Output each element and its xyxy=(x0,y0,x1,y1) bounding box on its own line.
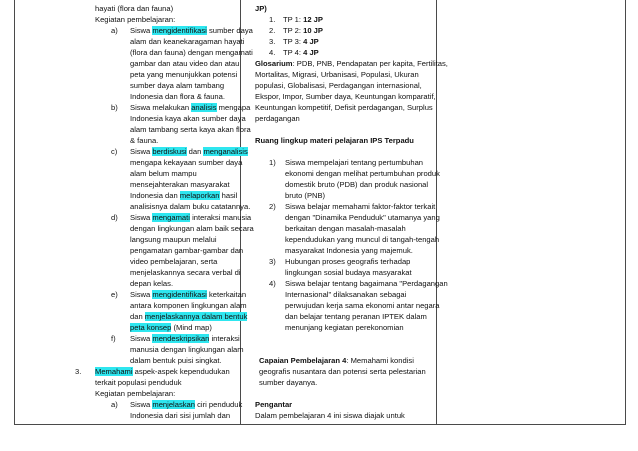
tp-number: 2. xyxy=(269,26,276,35)
list-item-text: manusia dengan lingkungan alam xyxy=(130,345,244,354)
ruang-text: Hubungan proses geografis terhadap xyxy=(285,257,411,266)
ruang-number: 4) xyxy=(269,279,276,288)
list-item-text: video pembelajaran, serta xyxy=(130,257,218,266)
list-item-text: (flora dan fauna) dengan mengamati xyxy=(130,48,253,57)
ruang-text: kependudukan yang muncul di tangah-tengah xyxy=(285,235,440,244)
tp-item: TP 2: 10 JP xyxy=(283,26,323,35)
ruang-lingkup-heading: Ruang lingkup materi pelajaran IPS Terpadu xyxy=(255,136,414,145)
glosarium-line: Glosarium: PDB, PNB, Pendapatan per kapita, Fertilitas, xyxy=(255,59,448,68)
tp-number: 3. xyxy=(269,37,276,46)
list-marker: b) xyxy=(111,103,118,112)
ruang-text: Siswa mempelajari tentang pertumbuhan xyxy=(285,158,424,167)
list-item-text: Indonesia dan melaporkan hasil xyxy=(130,191,238,200)
list-item: Siswa mengamati interaksi manusia xyxy=(130,213,252,222)
list-item: Siswa berdiskusi dan menganalisis xyxy=(130,147,248,156)
list-item-text: peta konsep (Mind map) xyxy=(130,323,212,332)
highlighted-verb: analisis xyxy=(191,103,217,112)
list-item: Siswa mengidentifikasi keterkaitan xyxy=(130,290,247,299)
ruang-text: ekonomi dengan melihat pertumbuhan produk xyxy=(285,169,440,178)
list-item-text: alam dan keanekaragaman hayati xyxy=(130,37,245,46)
list-item: Siswa menjelaskan ciri penduduk xyxy=(130,400,243,409)
ruang-text: Internasional" dilaksanakan sebagai xyxy=(285,290,407,299)
glosarium-text: populasi, Globalisasi, Perdagangan internasional, xyxy=(255,81,422,90)
tp-number: 1. xyxy=(269,15,276,24)
tp-item: TP 3: 4 JP xyxy=(283,37,319,46)
highlighted-verb: Memahami xyxy=(95,367,133,376)
list-item-text: dan menjelaskannya dalam bentuk xyxy=(130,312,248,321)
tp-item: TP 1: 12 JP xyxy=(283,15,323,24)
list-marker: e) xyxy=(111,290,118,299)
lesson-table xyxy=(14,0,626,425)
kegiatan-heading: Kegiatan pembelajaran: xyxy=(95,15,176,24)
ruang-number: 3) xyxy=(269,257,276,266)
list-marker: a) xyxy=(111,26,118,35)
list-item-text: menjelaskannya secara verbal di xyxy=(130,268,241,277)
ruang-text: Siswa belajar memahami faktor-faktor terkait xyxy=(285,202,436,211)
ruang-text: bruto (PNB) xyxy=(285,191,326,200)
list-item-text: alam belum mampu xyxy=(130,169,197,178)
list-item-text: dalam bentuk puisi singkat. xyxy=(130,356,222,365)
glosarium-text: perdagangan xyxy=(255,114,300,123)
ruang-text: masyarakat Indonesia yang majemuk. xyxy=(285,246,413,255)
list-item-text: mensejahterakan masyarakat xyxy=(130,180,230,189)
capaian-line: Capaian Pembelajaran 4: Memahami kondisi xyxy=(259,356,414,365)
pengantar-text: Dalam pembelajaran 4 ini siswa diajak untuk xyxy=(255,411,405,420)
ruang-number: 2) xyxy=(269,202,276,211)
list-item-text: alam tambang serta kaya akan flora xyxy=(130,125,251,134)
list-item-text: dengan lingkungan alam baik secara xyxy=(130,224,254,233)
highlighted-verb: melaporkan xyxy=(179,191,220,200)
col2-top-line: hayati (flora dan fauna) xyxy=(95,4,174,13)
highlighted-verb: mengamati xyxy=(152,213,190,222)
list-item-text: Indonesia kaya akan sumber daya xyxy=(130,114,246,123)
pengantar-heading: Pengantar xyxy=(255,400,293,409)
ruang-text: dan belajar tentang peranan IPTEK dalam xyxy=(285,312,427,321)
list-marker: f) xyxy=(111,334,116,343)
capaian-text: sumber dayanya. xyxy=(259,378,318,387)
glosarium-text: Keuntungan kompetitif, Defisit perdagangan, Surplus xyxy=(255,103,433,112)
highlighted-verb: menjelaskan xyxy=(152,400,196,409)
ruang-text: menunjang kegiatan perekonomian xyxy=(285,323,404,332)
ruang-text: perwujudan kerja sama ekonomi antar negara xyxy=(285,301,440,310)
list-marker: 3. xyxy=(75,367,82,376)
highlighted-verb: mengidentifikasi xyxy=(152,26,207,35)
list-item-text: langsung maupun melalui xyxy=(130,235,217,244)
list-item-text: Kegiatan pembelajaran: xyxy=(95,389,176,398)
list-item-text: analisisnya dalam buku catatannya. xyxy=(130,202,251,211)
list-item-text: terkait populasi penduduk xyxy=(95,378,182,387)
list-item: Siswa mendeskripsikan interaksi xyxy=(130,334,240,343)
ruang-number: 1) xyxy=(269,158,276,167)
list-item-text: Indonesia dari sisi jumlah dan xyxy=(130,411,231,420)
highlighted-verb: menjelaskannya dalam bentuk xyxy=(144,312,248,321)
highlighted-verb: menganalisis xyxy=(203,147,248,156)
ruang-text: domestik bruto (PDB) dan produk nasional xyxy=(285,180,429,189)
list-marker: c) xyxy=(111,147,118,156)
col3-top-line: JP) xyxy=(255,4,267,13)
highlighted-verb: berdiskusi xyxy=(152,147,187,156)
tp-number: 4. xyxy=(269,48,276,57)
capaian-label: Capaian Pembelajaran 4 xyxy=(259,356,347,365)
list-marker: a) xyxy=(111,400,118,409)
list-item-text: peta yang menunjukkan potensi xyxy=(130,70,238,79)
list-item-text: gambar dan atau video dan atau xyxy=(130,59,240,68)
list-item: Siswa mengidentifikasi sumber daya xyxy=(130,26,253,35)
highlighted-verb: mengidentifikasi xyxy=(152,290,207,299)
highlighted-verb: mendeskripsikan xyxy=(152,334,210,343)
ruang-text: Siswa belajar tentang bagaimana "Perdagangan xyxy=(285,279,448,288)
tp-item: TP 4: 4 JP xyxy=(283,48,319,57)
list-marker: d) xyxy=(111,213,118,222)
list-item-text: & fauna. xyxy=(130,136,159,145)
ruang-text: dengan "Dinamika Penduduk" utamanya yang xyxy=(285,213,440,222)
ruang-text: berkaitan dengan masalah-masalah xyxy=(285,224,406,233)
list-item-text: depan kelas. xyxy=(130,279,174,288)
capaian-text: geografis nusantara dan potensi serta pelestarian xyxy=(259,367,426,376)
list-item: Siswa melakukan analisis mengapa xyxy=(130,103,251,112)
list-item-text: antara komponen lingkungan alam xyxy=(130,301,247,310)
glosarium-text: Ekspor, Impor, Sumber daya, Keuntungan komparatif, xyxy=(255,92,436,101)
list-item: Memahami aspek-aspek kependudukan xyxy=(95,367,230,376)
list-item-text: mengapa kekayaan sumber daya xyxy=(130,158,243,167)
highlighted-verb: peta konsep xyxy=(130,323,172,332)
list-item-text: Indonesia dan flora & fauna. xyxy=(130,92,225,101)
list-item-text: pengamatan gambar-gambar dan xyxy=(130,246,244,255)
glosarium-text: Mortalitas, Migrasi, Urbanisasi, Populasi, Ukuran xyxy=(255,70,419,79)
glosarium-label: Glosarium xyxy=(255,59,293,68)
ruang-text: lingkungan sosial budaya masyarakat xyxy=(285,268,412,277)
list-item-text: sumber daya alam tambang xyxy=(130,81,225,90)
